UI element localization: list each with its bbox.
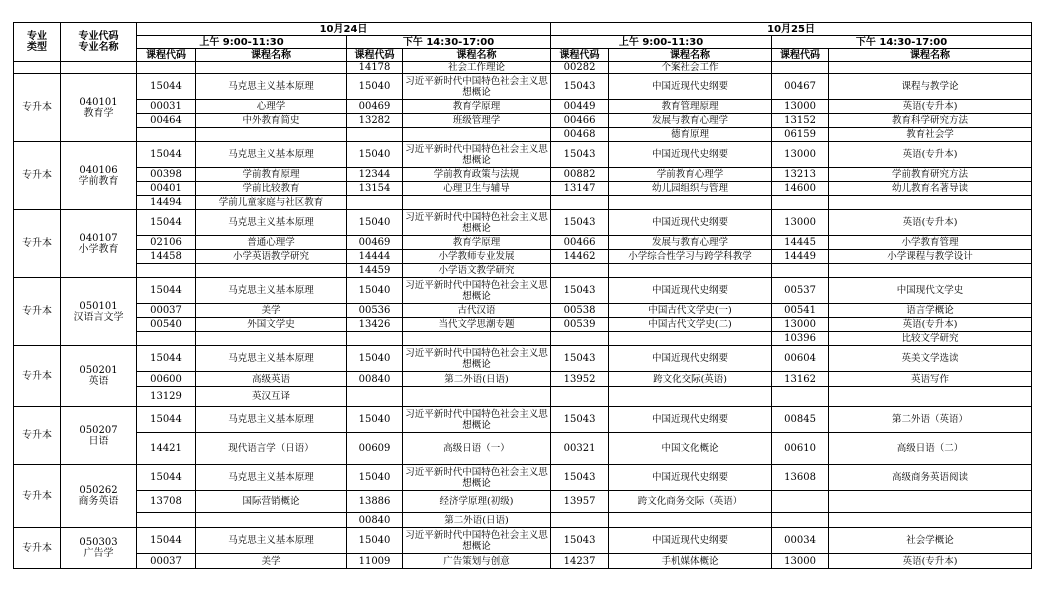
course-name: 英汉互译 (196, 387, 347, 407)
course-name: 英语(专升本) (829, 142, 1032, 168)
major-type: 专升本 (14, 74, 61, 142)
course-code: 00037 (137, 304, 196, 318)
course-name (609, 513, 772, 528)
course-name: 英语(专升本) (829, 554, 1032, 569)
course-code: 00034 (772, 528, 829, 554)
course-name: 马克思主义基本原理 (196, 278, 347, 304)
course-code: 13608 (772, 465, 829, 491)
course-code: 15040 (347, 465, 403, 491)
major-name: 英语 (88, 376, 109, 387)
course-code: 15040 (347, 278, 403, 304)
course-name: 发展与教育心理学 (609, 236, 772, 250)
course-code: 13213 (772, 168, 829, 182)
course-code (551, 264, 609, 278)
table-row (14, 196, 1032, 210)
course-name: 马克思主义基本原理 (196, 465, 347, 491)
table-row (14, 372, 1032, 387)
major-type: 专升本 (14, 346, 61, 407)
course-code: 15043 (551, 142, 609, 168)
day2-date: 10月25日 (551, 23, 1032, 36)
table-row (14, 100, 1032, 114)
course-name-header: 课程名称 (403, 49, 551, 62)
course-name: 中国近现代史纲要 (609, 528, 772, 554)
course-code (137, 332, 196, 346)
major-cell (61, 465, 137, 528)
table-row (14, 554, 1032, 569)
table-row (14, 264, 1032, 278)
course-code: 13000 (772, 100, 829, 114)
course-name (403, 332, 551, 346)
course-name: 学前比较教育 (196, 182, 347, 196)
course-name: 小学英语教学研究 (196, 250, 347, 264)
course-code: 13426 (347, 318, 403, 332)
major-name: 学前教育 (78, 175, 119, 187)
course-name: 小学教育管理 (829, 236, 1032, 250)
course-code: 14445 (772, 236, 829, 250)
course-code (772, 513, 829, 528)
table-row (14, 142, 1032, 168)
course-code: 13000 (772, 142, 829, 168)
course-code (347, 387, 403, 407)
course-code: 15044 (137, 142, 196, 168)
course-code: 15044 (137, 465, 196, 491)
table-row (14, 528, 1032, 554)
course-code: 06159 (772, 128, 829, 142)
course-name: 社会学概论 (829, 528, 1032, 554)
course-name: 外国文学史 (196, 318, 347, 332)
course-name: 心理学 (196, 100, 347, 114)
major-cell (61, 74, 137, 142)
course-code (347, 196, 403, 210)
course-name: 马克思主义基本原理 (196, 142, 347, 168)
table-row (14, 74, 1032, 100)
course-name: 学前儿童家庭与社区教育 (196, 196, 347, 210)
course-name: 中国近现代史纲要 (609, 278, 772, 304)
course-name: 中国现代文学史 (829, 278, 1032, 304)
schedule-body (14, 62, 1032, 569)
major-cell (61, 278, 137, 346)
course-code: 15044 (137, 74, 196, 100)
course-code-header: 课程代码 (347, 49, 403, 62)
course-name: 手机媒体概论 (609, 554, 772, 569)
table-row (14, 114, 1032, 128)
day1-morning-session: 上午 9:00-11:30 (137, 36, 347, 49)
course-name: 比较文学研究 (829, 332, 1032, 346)
course-code: 15043 (551, 74, 609, 100)
table-row (14, 236, 1032, 250)
course-code: 13886 (347, 491, 403, 513)
major-type: 专升本 (14, 465, 61, 528)
major-name: 教育学 (83, 107, 114, 119)
course-code: 00467 (772, 74, 829, 100)
course-code (137, 128, 196, 142)
course-code: 15043 (551, 407, 609, 433)
course-name: 当代文学思潮专题 (403, 318, 551, 332)
course-code: 00540 (137, 318, 196, 332)
course-name: 广告策划与创意 (403, 554, 551, 569)
major-header: 专业代码 专业名称 (61, 23, 137, 62)
major-code: 040107 (79, 232, 118, 244)
course-code: 15043 (551, 210, 609, 236)
course-name (829, 62, 1032, 74)
course-name (829, 387, 1032, 407)
course-name: 中国近现代史纲要 (609, 142, 772, 168)
course-code: 15044 (137, 278, 196, 304)
course-code: 14444 (347, 250, 403, 264)
course-name: 教育社会学 (829, 128, 1032, 142)
course-code: 13000 (772, 318, 829, 332)
table-row (14, 182, 1032, 196)
course-name: 教育学原理 (403, 100, 551, 114)
table-row (14, 332, 1032, 346)
course-code: 15043 (551, 528, 609, 554)
course-code: 14237 (551, 554, 609, 569)
course-name: 国际营销概论 (196, 491, 347, 513)
pre-row (14, 62, 1032, 74)
course-name: 中国近现代史纲要 (609, 74, 772, 100)
table-row (14, 433, 1032, 465)
course-name: 中国近现代史纲要 (609, 465, 772, 491)
course-name: 中外教育简史 (196, 114, 347, 128)
course-name: 小学综合性学习与跨学科教学 (609, 250, 772, 264)
type-header: 专业 类型 (14, 23, 61, 62)
course-name-header: 课程名称 (196, 49, 347, 62)
course-code: 00537 (772, 278, 829, 304)
course-name-header: 课程名称 (609, 49, 772, 62)
course-name: 跨文化交际(英语) (609, 372, 772, 387)
course-name: 习近平新时代中国特色社会主义思想概论 (403, 465, 551, 491)
course-code: 00466 (551, 236, 609, 250)
course-name: 跨文化商务交际（英语） (609, 491, 772, 513)
course-name: 经济学原理(初级) (403, 491, 551, 513)
table-row (14, 250, 1032, 264)
major-type: 专升本 (14, 142, 61, 210)
course-name: 学前教育心理学 (609, 168, 772, 182)
course-name: 马克思主义基本原理 (196, 407, 347, 433)
course-code: 14421 (137, 433, 196, 465)
course-code: 00539 (551, 318, 609, 332)
course-code (137, 513, 196, 528)
course-name: 马克思主义基本原理 (196, 210, 347, 236)
major-cell (61, 528, 137, 569)
major-name: 小学教育 (78, 243, 119, 255)
course-code-header: 课程代码 (551, 49, 609, 62)
table-row (14, 465, 1032, 491)
course-name (829, 264, 1032, 278)
course-code (551, 196, 609, 210)
course-name: 美学 (196, 554, 347, 569)
major-code: 050101 (79, 300, 118, 312)
empty-cell (61, 62, 137, 74)
course-code: 13154 (347, 182, 403, 196)
course-name: 小学教师专业发展 (403, 250, 551, 264)
course-name (403, 387, 551, 407)
course-name: 习近平新时代中国特色社会主义思想概论 (403, 346, 551, 372)
course-code: 15043 (551, 465, 609, 491)
course-code: 15044 (137, 528, 196, 554)
course-code: 14600 (772, 182, 829, 196)
course-code: 15043 (551, 278, 609, 304)
course-name (403, 128, 551, 142)
course-code: 13129 (137, 387, 196, 407)
course-code (772, 264, 829, 278)
course-code: 00398 (137, 168, 196, 182)
course-code: 13708 (137, 491, 196, 513)
course-name (196, 264, 347, 278)
table-row (14, 387, 1032, 407)
course-name: 马克思主义基本原理 (196, 74, 347, 100)
course-code: 00840 (347, 513, 403, 528)
day2-afternoon-session: 下午 14:30-17:00 (772, 36, 1032, 49)
course-code (772, 387, 829, 407)
major-type: 专升本 (14, 210, 61, 278)
course-code: 00449 (551, 100, 609, 114)
major-cell (61, 142, 137, 210)
course-code: 00541 (772, 304, 829, 318)
course-name (196, 128, 347, 142)
course-code (551, 332, 609, 346)
course-name: 中国近现代史纲要 (609, 210, 772, 236)
course-name: 学前教育原理 (196, 168, 347, 182)
course-name-header: 课程名称 (829, 49, 1032, 62)
course-name (829, 513, 1032, 528)
table-row (14, 210, 1032, 236)
course-code: 00536 (347, 304, 403, 318)
course-name: 社会工作理论 (403, 62, 551, 74)
table-row (14, 128, 1032, 142)
major-name: 汉语言文学 (73, 311, 124, 323)
major-cell (61, 346, 137, 407)
course-code: 14462 (551, 250, 609, 264)
course-name (196, 62, 347, 74)
table-row (14, 491, 1032, 513)
course-name: 心理卫生与辅导 (403, 182, 551, 196)
major-code: 050262 (79, 485, 118, 496)
course-name: 教育管理原理 (609, 100, 772, 114)
course-code: 00840 (347, 372, 403, 387)
course-code: 00882 (551, 168, 609, 182)
course-code: 00464 (137, 114, 196, 128)
table-row (14, 278, 1032, 304)
course-code: 15044 (137, 407, 196, 433)
course-code: 13000 (772, 210, 829, 236)
exam-schedule-table (13, 22, 1032, 569)
course-code: 00600 (137, 372, 196, 387)
course-name: 马克思主义基本原理 (196, 346, 347, 372)
course-name: 英语写作 (829, 372, 1032, 387)
course-name: 马克思主义基本原理 (196, 528, 347, 554)
course-name: 学前教育研究方法 (829, 168, 1032, 182)
course-name: 第二外语(日语) (403, 372, 551, 387)
table-row (14, 513, 1032, 528)
course-name (196, 332, 347, 346)
course-name: 美学 (196, 304, 347, 318)
table-row (14, 346, 1032, 372)
empty-cell (14, 62, 61, 74)
major-code: 050207 (79, 424, 118, 436)
course-name: 小学语文教学研究 (403, 264, 551, 278)
course-name: 高级英语 (196, 372, 347, 387)
major-type: 专升本 (14, 407, 61, 465)
course-code: 14178 (347, 62, 403, 74)
course-name: 中国古代文学史(一) (609, 304, 772, 318)
course-code: 00469 (347, 236, 403, 250)
course-code: 02106 (137, 236, 196, 250)
table-row (14, 407, 1032, 433)
course-code: 00282 (551, 62, 609, 74)
course-name: 个案社会工作 (609, 62, 772, 74)
course-name: 古代汉语 (403, 304, 551, 318)
course-name: 英语(专升本) (829, 100, 1032, 114)
course-name: 中国古代文学史(二) (609, 318, 772, 332)
course-code: 00321 (551, 433, 609, 465)
course-name: 高级日语（一） (403, 433, 551, 465)
course-name: 课程与教学论 (829, 74, 1032, 100)
course-name: 习近平新时代中国特色社会主义思想概论 (403, 142, 551, 168)
course-name: 发展与教育心理学 (609, 114, 772, 128)
course-name: 习近平新时代中国特色社会主义思想概论 (403, 74, 551, 100)
course-code (772, 196, 829, 210)
course-name: 中国近现代史纲要 (609, 346, 772, 372)
course-code: 00604 (772, 346, 829, 372)
course-code: 14449 (772, 250, 829, 264)
course-name: 习近平新时代中国特色社会主义思想概论 (403, 528, 551, 554)
course-code: 13162 (772, 372, 829, 387)
table-row (14, 168, 1032, 182)
course-name: 英语(专升本) (829, 318, 1032, 332)
course-code: 13152 (772, 114, 829, 128)
major-cell (61, 407, 137, 465)
major-type: 专升本 (14, 528, 61, 569)
course-name: 第二外语（英语） (829, 407, 1032, 433)
course-code: 15040 (347, 142, 403, 168)
day1-date: 10月24日 (137, 23, 551, 36)
course-name: 高级商务英语阅读 (829, 465, 1032, 491)
course-code: 00031 (137, 100, 196, 114)
course-code: 15043 (551, 346, 609, 372)
course-name (609, 332, 772, 346)
major-code: 040106 (79, 164, 118, 176)
course-name: 德育原理 (609, 128, 772, 142)
course-code-header: 课程代码 (137, 49, 196, 62)
course-code (347, 332, 403, 346)
course-name (196, 513, 347, 528)
course-name: 幼儿教育名著导读 (829, 182, 1032, 196)
table-row (14, 304, 1032, 318)
course-code: 00610 (772, 433, 829, 465)
course-code: 14494 (137, 196, 196, 210)
course-name (403, 196, 551, 210)
day1-afternoon-session: 下午 14:30-17:00 (347, 36, 551, 49)
course-code: 15040 (347, 210, 403, 236)
course-code: 15040 (347, 528, 403, 554)
course-code (551, 387, 609, 407)
course-name: 第二外语(日语) (403, 513, 551, 528)
course-code-header: 课程代码 (772, 49, 829, 62)
course-name: 中国近现代史纲要 (609, 407, 772, 433)
major-code: 050303 (79, 537, 118, 548)
course-code: 00401 (137, 182, 196, 196)
major-type: 专升本 (14, 278, 61, 346)
course-name: 普通心理学 (196, 236, 347, 250)
course-name: 现代语言学（日语） (196, 433, 347, 465)
day2-morning-session: 上午 9:00-11:30 (551, 36, 772, 49)
course-code (347, 128, 403, 142)
course-code (551, 513, 609, 528)
course-name (829, 491, 1032, 513)
course-code: 13957 (551, 491, 609, 513)
course-code: 00469 (347, 100, 403, 114)
course-name: 教育科学研究方法 (829, 114, 1032, 128)
course-name: 小学课程与教学设计 (829, 250, 1032, 264)
course-code (772, 491, 829, 513)
course-code (772, 62, 829, 74)
course-code: 14459 (347, 264, 403, 278)
course-code: 13952 (551, 372, 609, 387)
table-row (14, 318, 1032, 332)
course-code: 15040 (347, 346, 403, 372)
course-code: 15040 (347, 74, 403, 100)
course-code (137, 62, 196, 74)
course-code: 11009 (347, 554, 403, 569)
course-name (609, 196, 772, 210)
course-name (609, 264, 772, 278)
course-name: 学前教育政策与法规 (403, 168, 551, 182)
course-name: 英语(专升本) (829, 210, 1032, 236)
course-name: 班级管理学 (403, 114, 551, 128)
course-name: 教育学原理 (403, 236, 551, 250)
major-code: 040101 (79, 96, 118, 108)
course-code: 15044 (137, 346, 196, 372)
course-code: 15044 (137, 210, 196, 236)
course-code: 14458 (137, 250, 196, 264)
course-name: 中国文化概论 (609, 433, 772, 465)
course-code: 00037 (137, 554, 196, 569)
course-code: 00845 (772, 407, 829, 433)
course-name: 高级日语（二） (829, 433, 1032, 465)
course-code: 13282 (347, 114, 403, 128)
course-code: 15040 (347, 407, 403, 433)
course-code: 00466 (551, 114, 609, 128)
course-code: 10396 (772, 332, 829, 346)
course-name (609, 387, 772, 407)
major-name: 商务英语 (78, 496, 119, 507)
course-name: 习近平新时代中国特色社会主义思想概论 (403, 407, 551, 433)
course-name (829, 196, 1032, 210)
course-name: 英美文学选读 (829, 346, 1032, 372)
course-name: 习近平新时代中国特色社会主义思想概论 (403, 210, 551, 236)
major-name: 广告学 (83, 548, 114, 559)
course-code (137, 264, 196, 278)
course-code: 12344 (347, 168, 403, 182)
major-cell (61, 210, 137, 278)
major-code: 050201 (79, 365, 118, 376)
course-code: 00538 (551, 304, 609, 318)
major-name: 日语 (88, 435, 109, 447)
course-name: 习近平新时代中国特色社会主义思想概论 (403, 278, 551, 304)
course-code: 00468 (551, 128, 609, 142)
course-code: 13000 (772, 554, 829, 569)
course-code: 13147 (551, 182, 609, 196)
course-name: 语言学概论 (829, 304, 1032, 318)
course-code: 00609 (347, 433, 403, 465)
course-name: 幼儿园组织与管理 (609, 182, 772, 196)
